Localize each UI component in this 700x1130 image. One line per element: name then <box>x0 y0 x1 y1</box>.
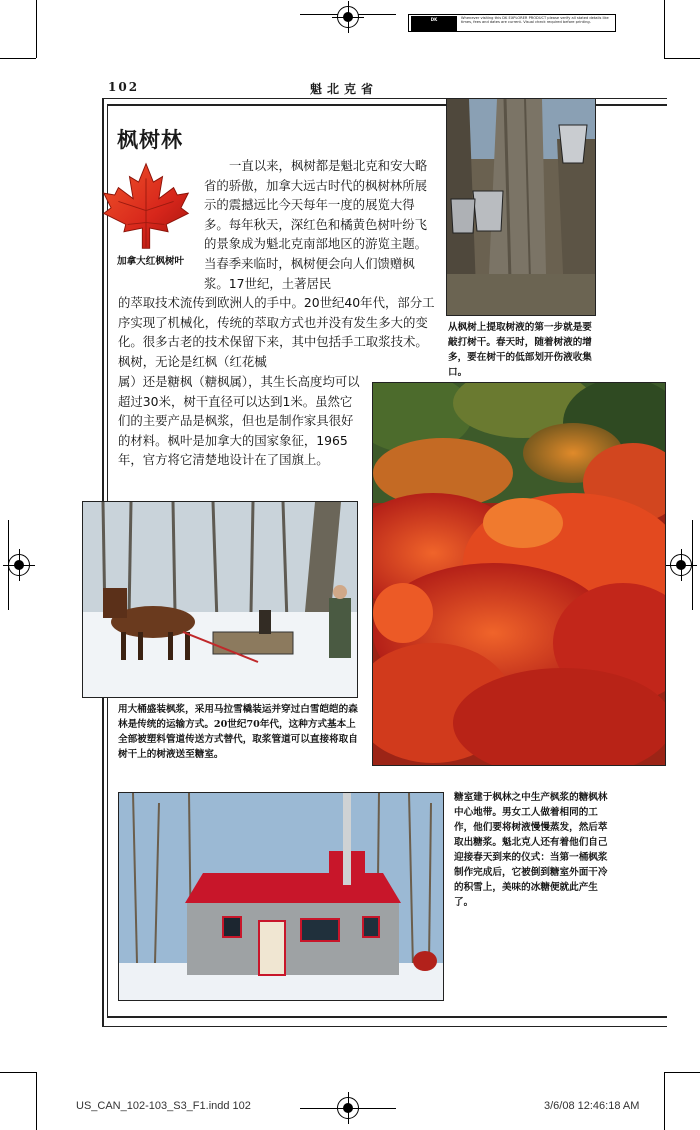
sugar-shack-image <box>119 793 444 1001</box>
body-paragraph-bottom: 属）还是糖枫（糖枫属），其生长高度均可以超过30米，树干直径可以达到1米。虽然它们的主要产品是枫浆，但也是制作家具很好的材料。枫叶是加拿大的国家象征，1965年，官方将它清楚地设计在了国旗上。 <box>118 374 360 468</box>
registration-mark-icon <box>8 554 30 576</box>
crop-mark <box>664 1072 700 1073</box>
crop-mark <box>36 1072 37 1130</box>
maple-leaf-icon <box>100 160 192 252</box>
photo-horse-sled <box>82 501 358 698</box>
maple-leaf-caption: 加拿大红枫树叶 <box>117 256 185 267</box>
crop-mark <box>0 58 36 59</box>
photo-sugar-shack <box>118 792 444 1001</box>
running-head: 魁北克省 <box>310 82 379 96</box>
maple-leaf-illustration <box>100 160 192 252</box>
registration-mark-icon <box>337 6 359 28</box>
autumn-maple-forest-image <box>373 383 666 766</box>
body-paragraph-mid: 的萃取技术流传到欧洲人的手中。20世纪40年代，部分工序实现了机械化，传统的萃取方式也并没有发生多大的变化。很多古老的技术保留下来，其中包括手工取浆技术。枫树，无论是红枫（红花槭 <box>118 295 435 369</box>
crop-mark <box>0 1072 36 1073</box>
crop-mark <box>664 0 665 58</box>
body-paragraph-top: 一直以来，枫树都是魁北克和安大略省的骄傲，加拿大远古时代的枫树林所展示的震撼远比今天每年一度的展览大得多。每年秋天，深红色和橘黄色树叶纷飞的景象成为魁北克南部地区的游览主题。当春季来临时，枫树便会向人们馈赠枫浆。17世纪，土著居民 <box>204 158 428 291</box>
article-title: 枫树林 <box>117 128 183 152</box>
photo-autumn-forest <box>372 382 666 766</box>
page-number: 102 <box>108 80 140 94</box>
caption-horse-sled: 用大桶盛装枫浆，采用马拉雪橇装运并穿过白雪皑皑的森林是传统的运输方式。20世纪70年代，这种方式基本上全部被塑料管道传送方式替代，取浆管道可以直接将取自树干上的树液送至糖室。 <box>118 704 358 760</box>
registration-mark-icon <box>337 1097 359 1119</box>
crop-mark <box>664 58 700 59</box>
photo-sap-buckets <box>446 98 596 316</box>
tree-trunk-buckets-image <box>447 99 596 316</box>
footer-timestamp: 3/6/08 12:46:18 AM <box>544 1100 640 1112</box>
registration-mark-icon <box>670 554 692 576</box>
horse-drawn-sled-image <box>83 502 358 698</box>
print-slug <box>408 14 616 32</box>
slug-text: Whenever visiting this DK EXPLORER PRODUCT please verify all stated details like times, fees and dates are current. Visual check required before printing. <box>461 16 609 25</box>
footer-file-name: US_CAN_102-103_S3_F1.indd 102 <box>76 1100 251 1112</box>
slug-logo: DK <box>411 16 457 31</box>
caption-sugar-shack: 糖室建于枫林之中生产枫浆的糖枫林中心地带。男女工人做着相同的工作，他们要将树液慢慢蒸发，然后萃取出糖浆。魁北克人还有着他们自己迎接春天到来的仪式：当第一桶枫浆制作完成后，它被倒到糖室外面干冷的积雪上，美味的冰糖便就此产生了。 <box>454 792 608 908</box>
caption-sap-buckets: 从枫树上提取树液的第一步就是要敲打树干。春天时，随着树液的增多，要在树干的低部划开伤液收集口。 <box>448 322 592 378</box>
crop-mark <box>664 1072 665 1130</box>
crop-mark <box>36 0 37 58</box>
